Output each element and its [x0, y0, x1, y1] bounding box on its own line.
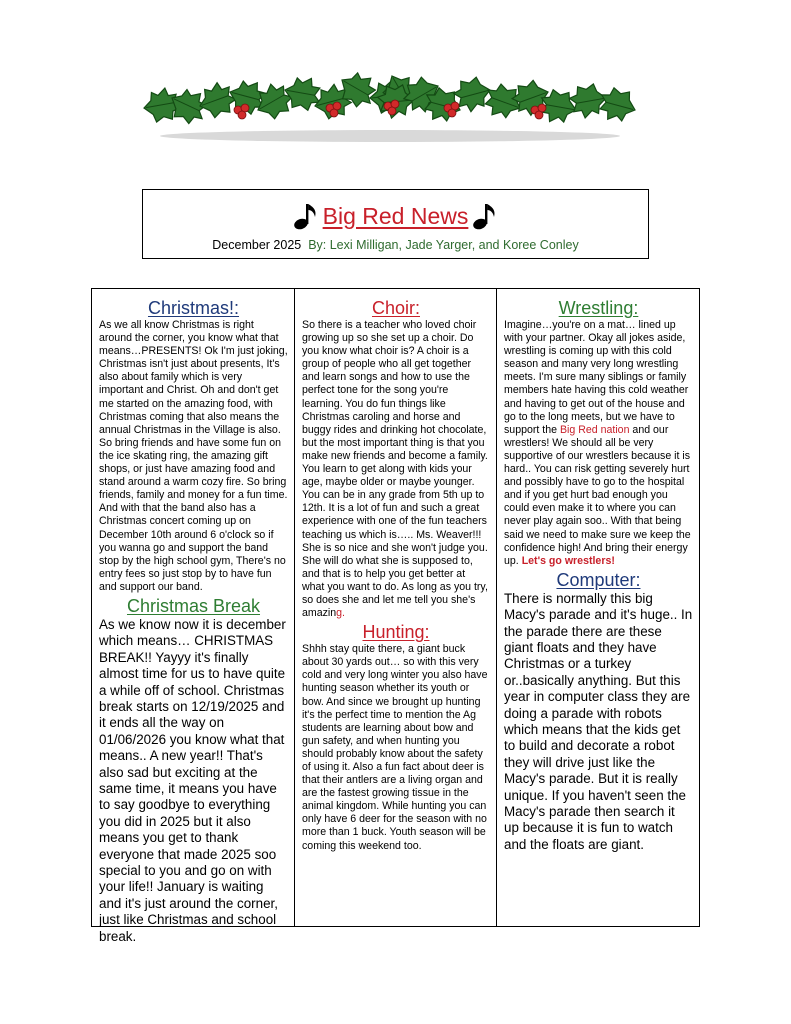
wrestling-heading: Wrestling: [558, 298, 639, 318]
hunting-heading: Hunting: [362, 622, 430, 643]
choir-heading: Choir: [371, 298, 420, 318]
christmas-heading: Christmas!: [147, 298, 239, 318]
newsletter-title: Big Red News [322, 202, 469, 229]
column-right [497, 289, 699, 926]
computer-body: There is normally this big Macy's parade and it's huge.. In the parade there are these giant floats and they have Christmas or a turkey or..basically anything. But this year in computer class they are doing a parade with robots which means that the kids get to build and decorate a robot they will drive just like the Macy's parade. But it is really unique. If you haven't seen the Macy's parade then search it up because it is fun to watch and the floats are giant. [504, 590, 693, 852]
title-line [143, 200, 648, 232]
authors: By: Lexi Milligan, Jade Yarger, and Koree Conley [308, 238, 579, 252]
choir-text: So there is a teacher who loved choir growing up so she set up a choir. Do you know what choir is? A choir is a group of people who all get together and learn songs and how to use the perfect tone for the song you're learning. You do fun things like Christmas caroling and horse and buggy rides and drinking hot chocolate, but the most important thing is that you make new friends and become a family. You learn to get along with kids your age, maybe older or maybe younger. You can be in any grade from 5th up to 12th. It is a lot of fun and such a great experience with one of the fun teachers teaching us which is….. Ms. Weaver!!! She is so nice and she won't judge you. She will do what she is supposed to, and that is to help you get better at what you want to do. As long as you try, so does she and let me tell you she's amazin [302, 319, 488, 620]
column-left [92, 289, 295, 944]
column-middle [295, 289, 497, 926]
masthead [142, 189, 649, 259]
christmas-body: As we all know Christmas is right around the corner, you know what that means…PRESENTS! Ok I'm just joking, Christmas isn't just about presents, It's also about family which is very important and Christ. Oh and don't get me started on the amazing food, with Christmas coming that also means the annual Christmas in the Village is also. So bring friends and have some fun on the ice skating ring, the amazing gift shops, or just have amazing food and stand around a warm cozy fire. So bring friends, family and money for a fun time. And with that the band also has a Christmas concert coming up on December 10th around 6 o'clock so if you wanna go and support the band stop by the high school gym, There's no entry fees so just stop by to have fun and support our band. [99, 319, 288, 593]
byline [143, 238, 648, 252]
big-red-nation: Big Red nation [559, 423, 630, 436]
choir-body [302, 319, 490, 620]
music-note-icon [293, 201, 319, 231]
wrestling-body [504, 319, 693, 568]
christmas-break-heading: Christmas Break [126, 595, 261, 616]
wrestling-text-a: Imagine…you're on a mat… lined up with your partner. Okay all jokes aside, wrestling is coming up with this cold season and many very long wrestling meets. I'm sure many siblings or family members hate having this cold weather and having to get out of the house and go to the long meets, but we have to support the [504, 319, 689, 436]
issue-date: December 2025 [212, 238, 302, 252]
article-grid [91, 288, 700, 944]
holly-garland [130, 58, 650, 158]
hunting-body: Shhh stay quite there, a giant buck about 30 yards out… so with this very cold and very long winter you also have hunting season whether its youth or bow. And since we brought up hunting it's the perfect time to mention the Ag students are learning about bow and gun safety, and when hunting you should probably know about the safety of using it. Also a fun fact about deer is that their antlers are a living organ and are the fastest growing tissue in the animal kingdom. While hunting you can only have 6 deer for the season with no more than 1 buck. Youth season will be coming this weekend too. [302, 643, 488, 852]
music-note-icon [472, 201, 498, 231]
christmas-break-body: As we know now it is december which means… CHRISTMAS BREAK!! Yayyy it's finally almost time for us to have quite a while off of school. Christmas break starts on 12/19/2025 and it ends all the way on 01/06/2026 you know what that means.. A new year!! That's also sad but exciting at the same time, it means you have to say goodbye to everything you did in 2025 but it also means you get to thank everyone that made 2025 soo special to you and go on with your life!! January is waiting and it's just around the corner, just like Christmas and school break. [99, 616, 286, 944]
wrestling-closing: Let's go wrestlers! [521, 554, 615, 567]
computer-heading: Computer: [556, 569, 641, 590]
wrestling-text-b: and our wrestlers! We should all be very supportive of our wrestlers because it is hard.. You can risk getting severely hurt and possibly have to go to the hospital and if you get hurt bad enough you could even make it to where you can never play again soo.. With that being said we need to make sure we keep the confidence high! And bring their energy up. [504, 423, 691, 567]
choir-text-end: g. [336, 607, 345, 620]
